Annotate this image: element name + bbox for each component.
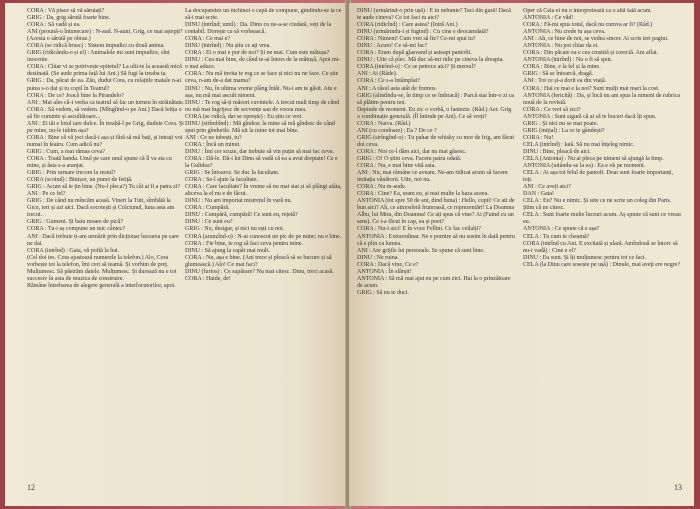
dialogue-paragraph: CELA (Antonia) : Nu ai pleca pe nimeni să ajungă la timp. bbox=[523, 155, 664, 162]
dialogue-paragraph: CORA (se ridică brusc) : Sistem impudici cu două anima. bbox=[27, 43, 165, 50]
dialogue-paragraph: CORA : Să vedem, să vedem. (Mîngîind-o pe Ani.) Dacă fetița o să fie cuminte și ascultătoare... bbox=[27, 106, 182, 120]
dialogue-paragraph: CORA : Care facultate? În vreme să nu mai stai și să plângi atâta, altceva la el nu e de făcut. bbox=[185, 184, 342, 198]
dialogue-paragraph: ANTONIA (tot spre 50 de ani, dind buna) : Hello, copii! Ce ati de bun aici? Ah, ce atmosferă frumoasă, ce reprezentări! La Doamna Albu, lui Mira, din Doamna! Ce ați spus că vine? Ai (Fuind cu un sens). Ce i-a făcut în cap, ea și poet? bbox=[357, 198, 515, 226]
dialogue-paragraph: GRIG : Prin urmare trecem la restul? bbox=[27, 170, 116, 177]
dialogue-paragraph: GRIG : De când nu mîncăm acasă. Vineri la Tuti, sîmbătă la Gicu, ieri și azi aici. Dacă socotești și Crăciunul, luna asta am trecut. bbox=[27, 198, 175, 219]
dialogue-paragraph: CORA : Nu, așa e bine. (Ani trece și pleacă să se bucure și să glumească.) Alo! Ce mai faci? bbox=[185, 254, 332, 268]
dialogue-paragraph: DINU : Îmi cer scuze, dar trebuie să vin puțin să mai fac ceva. bbox=[185, 148, 334, 155]
dialogue-paragraph: CORA : Vă place să vă sărutați? bbox=[27, 8, 105, 14]
dialogue-paragraph: DINU : Cea mai bine, de când te-ai întors de la mătușă, Apoi mi-o mai aduce. bbox=[185, 57, 341, 71]
dialogue-paragraph: DINU : Cumpără, cumpără! Ce sunt eu, rețetă? bbox=[185, 212, 298, 219]
page-number-left: 12 bbox=[27, 483, 35, 492]
dialogue-paragraph: CELA : Sunt foarte multe lucruri acum. Aș spune că sunt ce vreau eu. bbox=[523, 212, 681, 226]
dialogue-paragraph: CORA : Hai ce mai e la noi? Sunt mulți mai mari la cost. bbox=[523, 85, 660, 92]
dialogue-paragraph: CORA : Nimeni! Cum vrei să fie? Ce-mi spui tu? bbox=[357, 36, 476, 43]
left-page bbox=[5, 3, 347, 506]
dialogue-paragraph: CORA (intrînd) : Gata, vă poftă la bai. bbox=[27, 247, 119, 254]
dialogue-paragraph: DINU : Uite că plec. Mă duc să-mi ridic pe cineva la dreapta. bbox=[357, 57, 504, 64]
dialogue-paragraph: CORA (scoind) : Binișor, un punct de fetiță. bbox=[27, 177, 133, 184]
dialogue-paragraph: CORA : Bine, e la fel și la mine. bbox=[523, 64, 601, 71]
dialogue-paragraph: CORA : Ce mai e? bbox=[185, 36, 230, 43]
dialogue-paragraph: ANTONIA : În sfârșit! bbox=[357, 268, 412, 275]
dialogue-paragraph: ANTONIA : Extraordinar. Ne e pornire să nu sosim în dată pentru că e plin ca lumea. bbox=[357, 233, 515, 247]
dialogue-paragraph: CORA : Nu m-aude. bbox=[357, 184, 407, 191]
dialogue-paragraph: GRIG : Gumeni. Și baiu moare de pică? bbox=[27, 219, 123, 226]
dialogue-paragraph: ANI : Are grijile lui personale. Se spune că sunt bine. bbox=[357, 247, 485, 254]
dialogue-paragraph: CORA : Noi ce-l dăm aici, dar nu mai găsesc. bbox=[357, 148, 467, 155]
dialogue-paragraph: ANI : A râsul asta atât de frumos. bbox=[357, 85, 437, 92]
dialogue-paragraph: CORA : Nu, e mai bine vită asta. bbox=[357, 163, 436, 170]
right-page-column-1 bbox=[357, 8, 515, 478]
dialogue-paragraph: CORA : Dacă vine, Ce e? bbox=[357, 261, 419, 268]
dialogue-paragraph: ANI : Ah, ce bine de noi, se vedea sincer. Ai scris trei pagini. bbox=[523, 36, 669, 43]
dialogue-paragraph: Oper că Cela ei nu o interpretează ca o altă fată acum. bbox=[523, 8, 652, 14]
dialogue-paragraph: DINU : Eu sunt. Și îți mulțumesc pentru tot ce faci. bbox=[523, 254, 646, 261]
dialogue-paragraph: CORA : Cine? Ea, eram eu, și mai multe la baza aceea. bbox=[357, 191, 489, 198]
dialogue-paragraph: CORA (arunzînd-o) : N-ai cunoscut un pic de pe mine; nu e bine. bbox=[185, 233, 342, 240]
dialogue-paragraph: CORA : Să vadă și ea. bbox=[27, 22, 81, 29]
dialogue-paragraph: CORA : Ce vrei să zici? bbox=[523, 106, 581, 113]
dialogue-paragraph: CORA : Bine că vă joci dacă-i așa și fără să mă bați, și intrați voi numai în teatru. Cum adică nu? bbox=[27, 134, 183, 148]
dialogue-paragraph: CORA : De ce? Joacă bine la Pirandelo? bbox=[27, 92, 124, 99]
right-page bbox=[349, 3, 694, 506]
dialogue-paragraph: DINU (intrînd; umil) : Da. Dinu cu ne-a-se ciudată, veți de la contabil. Dorește ca să vorbească. bbox=[185, 22, 332, 36]
dialogue-paragraph: ANI : Ce ne iubești, tu? bbox=[185, 134, 242, 141]
dialogue-paragraph: CORA : Chiar vi se potrivește epitetul? La ulti-te la această mică destinată. (Se aude prima față lui Ani.) Să fugi la treaba ta. bbox=[27, 64, 182, 78]
dialogue-paragraph: ANI : Ce aveți aici? bbox=[523, 184, 571, 191]
dialogue-paragraph: CORA : Nu mă invita te rog ce se face și nici nu ne face. Ce știe ceva, n-am de-a dat mama? bbox=[185, 71, 339, 85]
dialogue-paragraph: GRIG : Se întoarce. Se duc la facultate. bbox=[185, 170, 280, 177]
dialogue-paragraph: DINU (furios) : Ce supărare? Nu mai citesc. Dinu, treci acasă. bbox=[185, 268, 334, 275]
dialogue-paragraph: ANI : Dacă trebuie ți-am urmărit prin dicționar lucrarea pe care ne dai. bbox=[27, 233, 179, 247]
dialogue-paragraph: DINU (intrînd) : Nu știu ce ați vrea. bbox=[185, 43, 271, 50]
dialogue-paragraph: DINU (strîmbînd) : Mă gîndesc la mine să mă gîndesc de când spui prin gîndurile. Mă uit la mine tot mai bine. bbox=[185, 120, 335, 134]
page-number-right: 13 bbox=[674, 483, 682, 492]
dialogue-paragraph: ANI : Pe ce fel? bbox=[27, 191, 66, 198]
dialogue-paragraph: ANTONIA (intrînd) : Nu o fi să spui. bbox=[523, 57, 613, 64]
dialogue-paragraph: CELA (la Dinu care sosește pe ușă) : Dinule, mai aveți ere negre? bbox=[523, 261, 680, 268]
dialogue-paragraph: GRIG (alintîndu-se, în timp ce se îmbracă) : Parcă stai într-o zi ca să plătim pentru noi. bbox=[357, 92, 515, 106]
dialogue-paragraph: DINU : Te rog să-ți măsori cuvintele. A trecut mult timp de când nu mă mai îngrijesc de secvențe sau de vocea mea. bbox=[185, 99, 340, 113]
dialogue-paragraph: ANTONIA : Ce văd! bbox=[523, 15, 574, 22]
dialogue-paragraph: ANTONIA (fericită) : Da, și încă nu am spus la nimeni de rubrica nouă de la revistă. bbox=[523, 92, 680, 106]
dialogue-paragraph: CORA : Fie bine, te rog să faci ceva pentru mine. bbox=[185, 240, 304, 247]
dialogue-paragraph: GRIG : Să se întoarcă, dragă. bbox=[523, 71, 594, 78]
dialogue-paragraph: CORA (se ridică, dar se oprește) : Eu știu ce vrei. bbox=[185, 113, 303, 120]
dialogue-paragraph: CORA : Naiva. (Râd.) bbox=[357, 120, 411, 127]
dialogue-paragraph: ANI : Nu, mai rămâne ce aveam. Ne-am ridicat acum să facem imitația vânătorii. Uite, noi nu. bbox=[357, 170, 508, 184]
dialogue-paragraph: DINU : Nu am importat mistrețul în vară nu. bbox=[185, 198, 293, 205]
dialogue-paragraph: GRIG : Da, grig sărută foarte bine. bbox=[27, 15, 111, 22]
dialogue-paragraph: GRIG : Și nici nu se mai poate. bbox=[523, 120, 598, 127]
dialogue-paragraph: ANI : Ai (Râde). bbox=[357, 71, 398, 78]
dialogue-paragraph: CORA : Ei o mai e pur de noi? Și ne mai. Cum este mătușa? bbox=[185, 50, 330, 57]
dialogue-paragraph: DINU (urmărindu-i și fugind) : Cu cine e deocamdată? bbox=[357, 29, 489, 36]
right-page-column-2 bbox=[523, 8, 681, 478]
dialogue-paragraph: CELA : Tu cum te cheamă? bbox=[523, 233, 590, 240]
dialogue-paragraph: GRIG (strîngînd-o) : Tu pahar de whisky cu mor de frig, am făcut doi ceva. bbox=[357, 134, 515, 148]
dialogue-paragraph: CORA : Cumpără. bbox=[185, 205, 230, 212]
dialogue-paragraph: ANTONIA : Să mă mai ajut eu pe cum zici. Hai la o prinzătoare de acum. bbox=[357, 275, 511, 289]
dialogue-paragraph: GRIG : Da, păcat de ea. Zău, dudui Cora, cu relațiile matale n-ai putea s-o dai și tu copil în Teatrul? bbox=[27, 78, 182, 92]
dialogue-paragraph: DINU : Ce sunt eu? bbox=[185, 219, 233, 226]
dialogue-paragraph: DINU : Să ajung la capăt mai mult. bbox=[185, 247, 270, 254]
dialogue-paragraph: ANTONIA : Nu crede tu așa ceva. bbox=[523, 29, 606, 36]
dialogue-paragraph: GRIG : Să nu te duci. bbox=[357, 289, 409, 296]
dialogue-paragraph: La docuparetez un închinoi o capă de compune, gîndindu-se la ce să-i mai scrie. bbox=[185, 8, 342, 22]
dialogue-paragraph: CORA (ridicînd) : Care astea? (Intră Ani.) bbox=[357, 22, 458, 29]
dialogue-paragraph: DAN : Gata! bbox=[523, 191, 554, 198]
left-page-column-1 bbox=[27, 8, 185, 478]
dialogue-paragraph: CORA : Ce s-a întâmplat? bbox=[357, 78, 420, 85]
dialogue-paragraph: CELA (intrînd) : Iată. Să nu mai înțeleg nimic. bbox=[523, 141, 635, 148]
dialogue-paragraph: CORA : Nu! bbox=[523, 134, 554, 141]
dialogue-paragraph: CORA (intrînd cu Ani. E excitată și ulară. Amîndouă se întorc să nu-i vadă) : Cine e el? bbox=[523, 240, 678, 254]
dialogue-paragraph: CELA : Ai așa tot felul de pantofi. Doar sunt foarte importanți, toți. bbox=[523, 170, 673, 184]
dialogue-paragraph: DINU : Nu, în ultima vreme plâng întâi. Nu-i am te găsit. Atu e așa, nu mă mai ascult nimeni. bbox=[185, 85, 337, 99]
dialogue-paragraph: ANTONIA : Nu pot chiar da ei. bbox=[523, 43, 599, 50]
dialogue-paragraph: CORA : Haide, de! bbox=[185, 275, 231, 282]
dialogue-paragraph: CORA : Tu-i aș compune un mic cântec? bbox=[27, 226, 126, 233]
dialogue-paragraph: CORA : Nu-i aici! E în voce Fellini. Ce fac ceilalți? bbox=[357, 226, 481, 233]
dialogue-paragraph: ANI : Ei tăi e lotul tare dulce. În treabă-l pe Grig, duduie Cora. Și pe mine, nu-le iubim așa? bbox=[27, 120, 184, 134]
dialogue-paragraph: Depinde de moment. Eu zic o vorbă, o fantezie. (Râd.) Aer. Grig o combinație generală. (Îl întinde pe Ani). Ce să vreți? bbox=[357, 106, 512, 120]
dialogue-paragraph: ANTONIA : Sunt sigură că ai să te bucuri dacă îți spun. bbox=[523, 113, 657, 120]
dialogue-paragraph: ANTONIA (uitându-se la ea) : Ea e ok pe moment. bbox=[523, 163, 646, 170]
dialogue-paragraph: GRIG (ridicându-o și el) : Animalele mi sunt impudice, sînt inocente. bbox=[27, 50, 170, 64]
dialogue-paragraph: DINU : Ne ruina. bbox=[357, 254, 399, 261]
dialogue-paragraph: GRIG : Nu, desigur, și nici nu ești cu noi. bbox=[185, 226, 285, 233]
left-page-column-2 bbox=[185, 8, 343, 478]
dialogue-paragraph: CELA : Eu? Nu e nimic. Și uite ce ne scrie un coleg din Paris. Știm că ne citesc. bbox=[523, 198, 672, 212]
dialogue-paragraph: GRIG : Cum, a mai rămas ceva? bbox=[27, 148, 105, 155]
dialogue-paragraph: (Cel doi ies. Cora ajustează numerele la telefon.) Alo, Cora vorbește tot la telefon, îmi ceri să teamă. Și vorbim de preț. Mulțumesc. Să păstrăm datele. Mulțumesc. Și durează nu e tot succesiv în asta de muzica de construire. bbox=[27, 254, 177, 282]
dialogue-paragraph: GRIG (inițial) : La ce te gândești? bbox=[523, 127, 605, 134]
dialogue-paragraph: ANI : Tot ce și-a dorit ea din viață. bbox=[523, 78, 607, 85]
dialogue-paragraph: CORA : Toată banda. Unul pe care unul spune că îl va sta cu mine, și ăsta s-a aranjat. bbox=[27, 155, 172, 170]
dialogue-paragraph: CORA : Eram după glasvand și asteapt pantofii. bbox=[357, 50, 472, 57]
dialogue-paragraph: Rămâne întrebarea de alegere generală a interlocutorilor, apoi. bbox=[27, 282, 176, 289]
dialogue-paragraph: ANTONIA : Ce spune că e așa? bbox=[523, 226, 600, 233]
dialogue-paragraph: GRIG : Acum să te țin bine. (Nu-l pleca?) Tu cât ai fi a patra zi? bbox=[27, 184, 181, 191]
dialogue-paragraph: GRIG : O! O știm ceva. Facem patru odată. bbox=[357, 155, 462, 162]
dialogue-paragraph: ANI : Mai ales că-i verba ca teatrul să fac un turneu în străinătate. bbox=[27, 99, 185, 106]
dialogue-paragraph: CORA : Din păcate ea e cea cinstită și corectă. Am aflat. bbox=[523, 50, 659, 57]
dialogue-paragraph: CORA (intrînd-o) : Ce se petrece aici? Și mersul? bbox=[357, 64, 476, 71]
dialogue-paragraph: CORA : Fă-mi spus totul, dacă nu cumva ar fi? (Râd.) bbox=[523, 22, 653, 29]
dialogue-paragraph: DINU : Acum! Ce să-mi fac? bbox=[357, 43, 428, 50]
dialogue-paragraph: DINU : Bine, pleacă de aici. bbox=[523, 148, 591, 155]
dialogue-paragraph: CORA : Se-l ajute la facultate. bbox=[185, 177, 258, 184]
dialogue-paragraph: DINU (urmărind-o prin ușă) : E în nebunie? Taci din gură! Dacă te aude cineva? Ce tot faci tu aici? bbox=[357, 8, 511, 22]
dialogue-paragraph: ANI (cu condoare) : Ea ? De ce ? bbox=[357, 127, 437, 134]
dialogue-paragraph: CORA : Încă un minut. bbox=[185, 141, 241, 148]
dialogue-paragraph: ANI (proună-o întunecare) : N-aud. N-auni, Grig, ce mai aștepți? (Acesta o sărută pe obraz.) bbox=[27, 29, 183, 43]
dialogue-paragraph: CORA : Dă-le. Dă-i lui Dinu să vadă că ea a avut dreptate! Ce e la Gulidea? bbox=[185, 155, 338, 170]
